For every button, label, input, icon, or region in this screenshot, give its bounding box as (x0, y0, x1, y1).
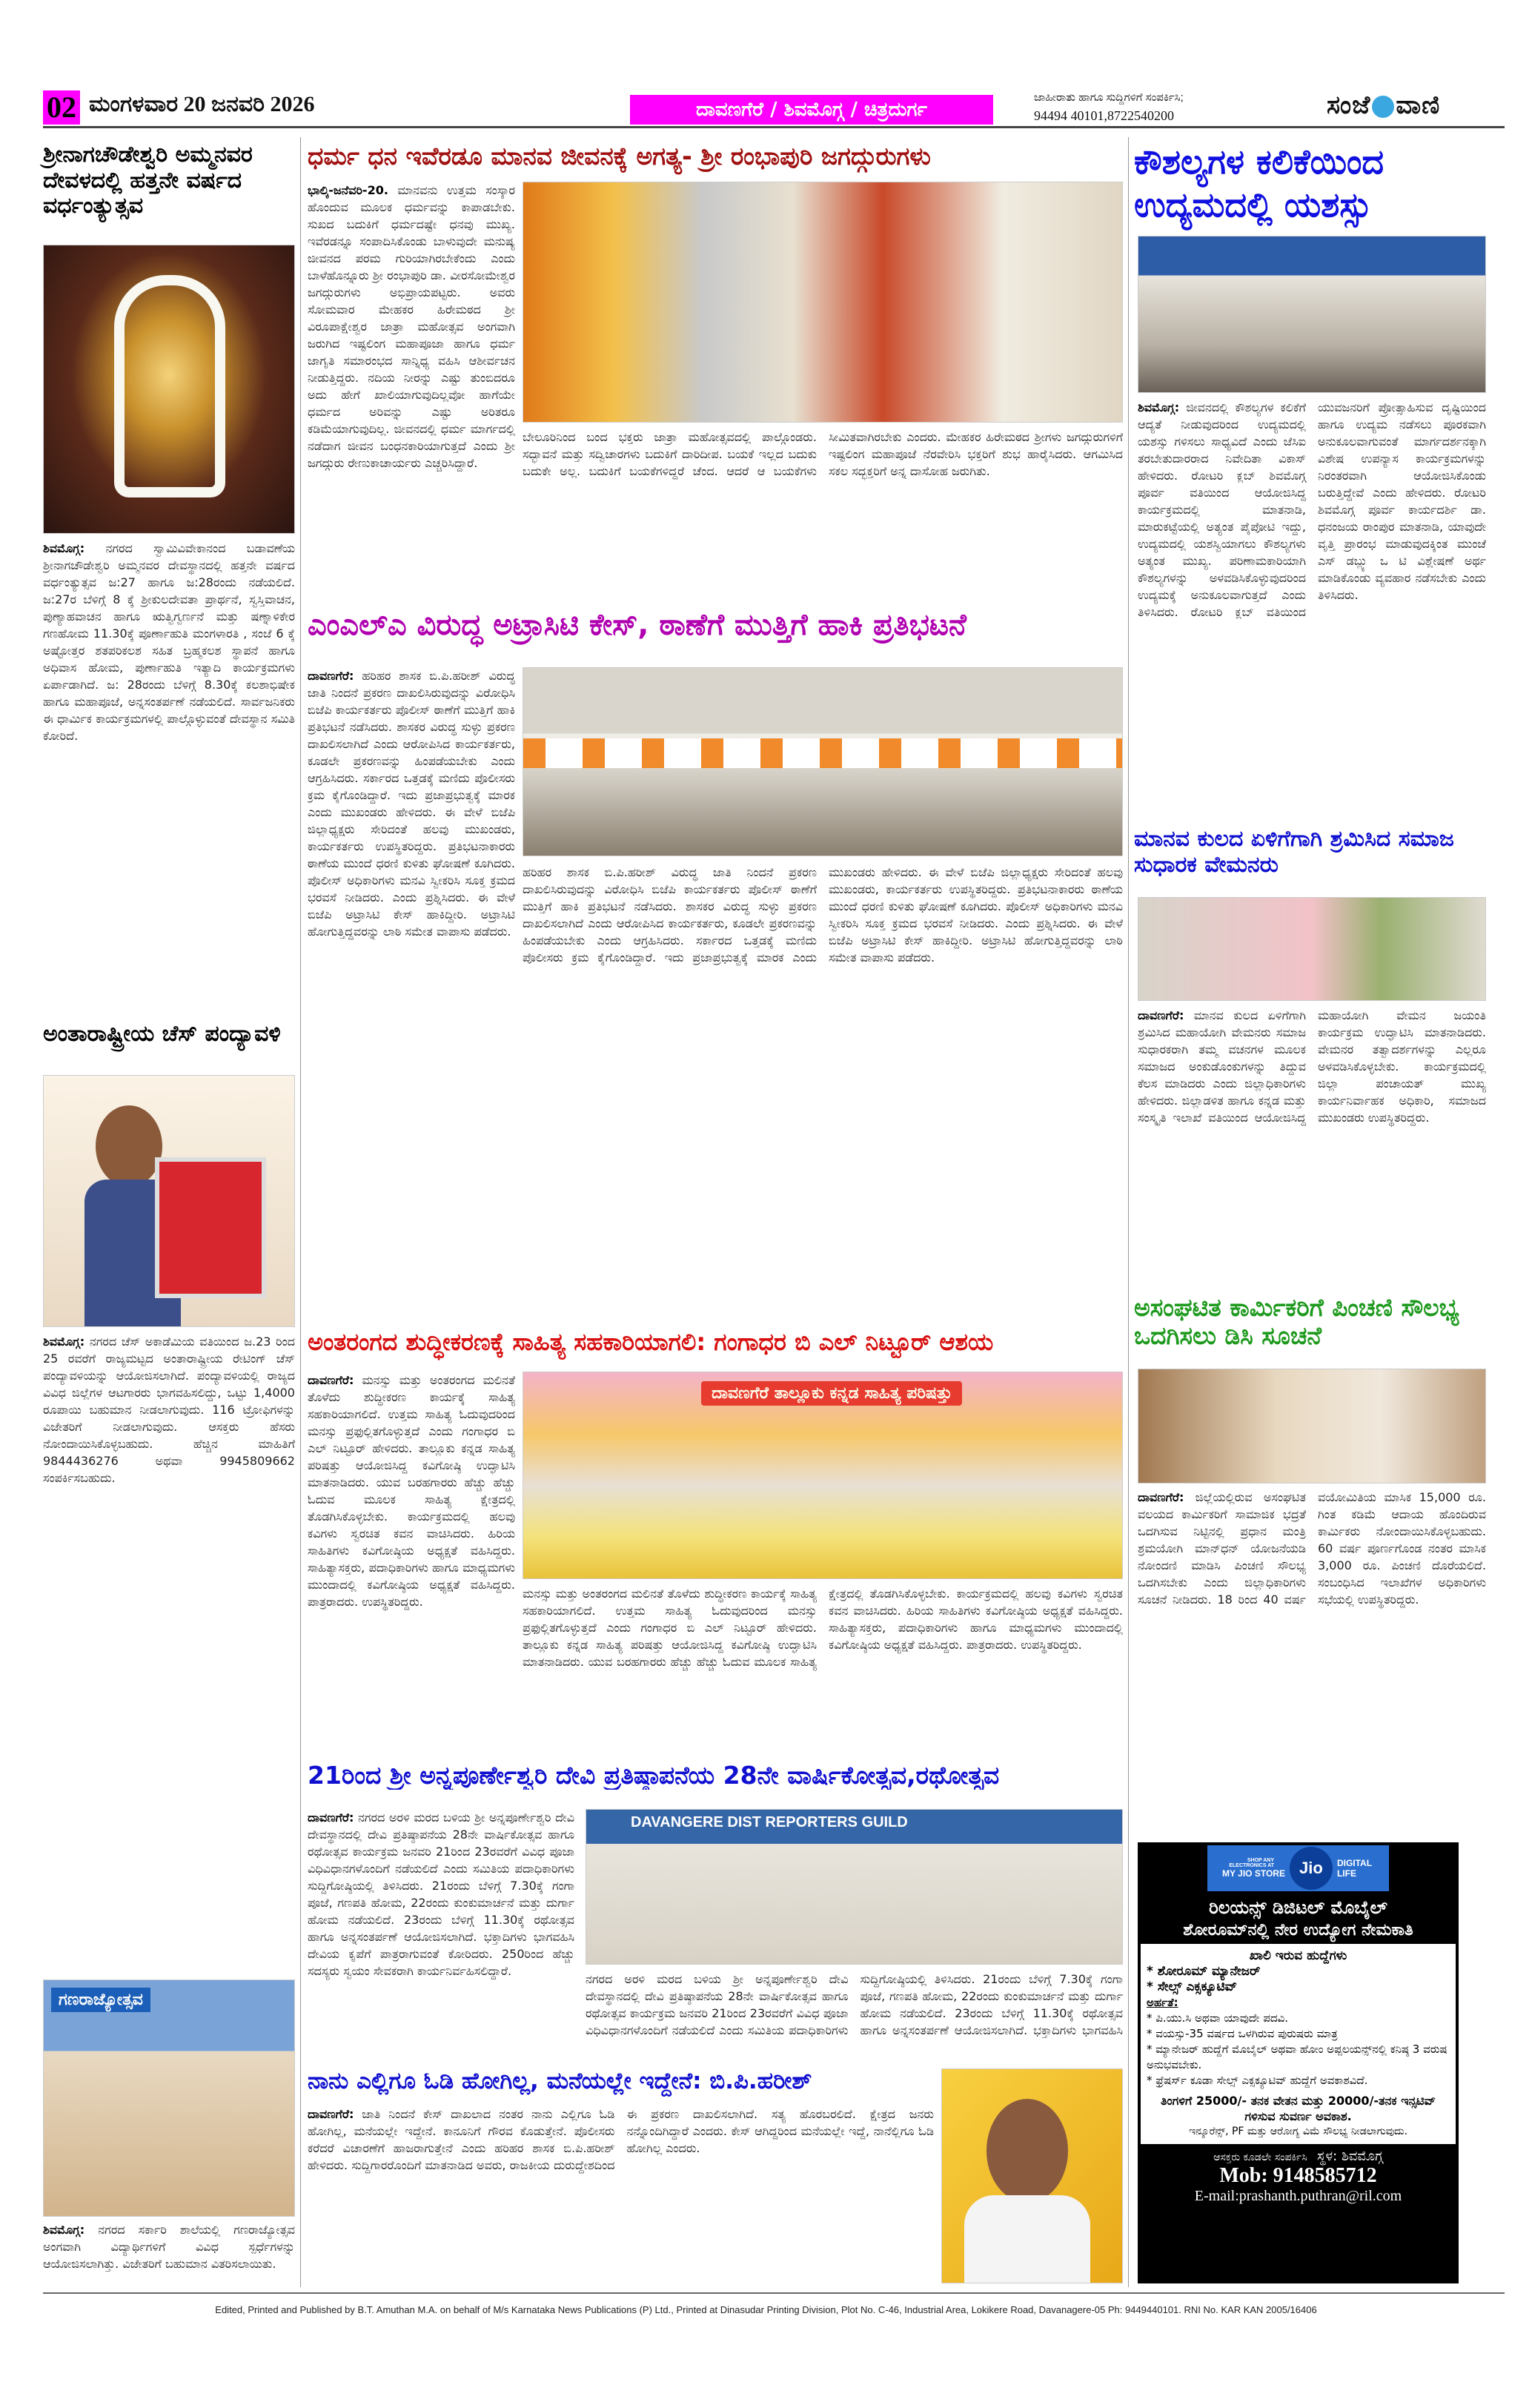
article-body (308, 2106, 934, 2287)
ad-mobile: Mob: 9148585712 (1219, 2164, 1377, 2187)
jio-tag-text: DIGITAL LIFE (1336, 1858, 1372, 1879)
banner-text: ಗಣರಾಜ್ಯೋತ್ಸವ (51, 1988, 150, 2012)
contact-label: ಆಸಕ್ತರು ಕೂಡಲೇ ಸಂಪರ್ಕಿಸಿ (1213, 2151, 1307, 2163)
article-body (43, 2221, 295, 2288)
dateline: ಶಿವಮೊಗ್ಗ: (43, 541, 85, 555)
vacancy-item: * ಶೋರೂಮ್ ಮ್ಯಾನೇಜರ್ (1147, 1964, 1261, 1979)
article-body (1138, 1489, 1486, 1833)
contact-phone: 94494 40101,8722540200 (1034, 108, 1174, 123)
ad-details-box (1141, 1944, 1456, 2144)
vacancy-item: * ಸೇಲ್ಸ್ ಎಕ್ಸಕ್ಯೂಟಿವ್ (1147, 1979, 1238, 1994)
salary-text: ತಿಂಗಳಿಗೆ 25000/- ತನಕ ವೇತನ ಮತ್ತು 20000/-ತನಕ ಇನ್ಸಟಿವ್ ಗಳಿಸುವ ಸುವರ್ಣ ಅವಕಾಶ. (1161, 2094, 1436, 2123)
article-headline: ಧರ್ಮ ಧನ ಇವೆರಡೂ ಮಾನವ ಜೀವನಕ್ಕೆ ಅಗತ್ಯ- ಶ್ರೀ ರಂಭಾಪುರಿ ಜಗದ್ಗುರುಗಳು (308, 142, 931, 171)
republic-day-photo (43, 1979, 295, 2217)
ad-place: ಸ್ಥಳ: ಶಿವಮೊಗ್ಗ (1317, 2149, 1383, 2164)
ad-subtitle: ಶೋರೂಮ್‌ನಲ್ಲಿ ನೇರ ಉದ್ಯೋಗ ನೇಮಕಾತಿ (1183, 1921, 1413, 1939)
contact-label: ಜಾಹೀರಾತು ಹಾಗೂ ಸುದ್ದಿಗಳಿಗೆ ಸಂಪರ್ಕಿಸಿ; (1034, 91, 1184, 104)
rotary-group-photo (1138, 236, 1486, 393)
article-headline: ನಾನು ಎಲ್ಲಿಗೂ ಓಡಿ ಹೋಗಿಲ್ಲ, ಮನೆಯಲ್ಲೇ ಇದ್ದೇನೆ: ಬಿ.ಪಿ.ಹರೀಶ್ (308, 2068, 812, 2094)
article-body-continued: ನಗರದ ಅರಳಿ ಮರದ ಬಳಿಯ ಶ್ರೀ ಅನ್ನಪೂರ್ಣೇಶ್ವರಿ ದೇವಿ ದೇವಸ್ಥಾನದಲ್ಲಿ ದೇವಿ ಪ್ರತಿಷ್ಠಾಪನೆಯ 28ನೇ ವಾರ್ಷಿಕೋತ್ಸವ ಹಾಗೂ ರಥೋತ್ಸವ ಕಾರ್ಯಕ್ರಮ ಜನವರಿ 21ರಿಂದ 23ರವರೆಗೆ ವಿವಿಧ ಪೂಜಾ ವಿಧಿವಿಧಾನಗಳೊಂದಿಗೆ ನಡೆಯಲಿದೆ ಎಂದು ಸಮಿತಿಯ ಪದಾಧಿಕಾರಿಗಳು ಸುದ್ದಿಗೋಷ್ಠಿಯಲ್ಲಿ ತಿಳಿಸಿದರು. 21ರಂದು ಬೆಳಿಗ್ಗೆ 7.30ಕ್ಕೆ ಗಂಗಾ ಪೂಜೆ, ಗಣಪತಿ ಹೋಮ, 22ರಂದು ಕುಂಕುಮಾರ್ಚನೆ ಮತ್ತು ದುರ್ಗಾ ಹೋಮ ನಡೆಯಲಿದೆ. 23ರಂದು ಬೆಳಿಗ್ಗೆ 11.30ಕ್ಕೆ ರಥೋತ್ಸವ ಹಾಗೂ ಅನ್ನಸಂತರ್ಪಣೆ ಆಯೋಜಿಸಲಾಗಿದೆ. ಭಕ್ತಾದಿಗಳು ಭಾಗವಹಿಸಿ (586, 1972, 1123, 2037)
article-body (1138, 1007, 1486, 1289)
imprint-line: Edited, Printed and Published by B.T. Amuthan M.A. on behalf of M/s Karnataka News Publications (P) Ltd., Printed at Dinasudar Printing Division, Plot No. C-46, Industrial Area, Lokikere Road, Davanagere-05 Ph: 9449440101. RNI No. KAR KAN 2005/16406 (215, 2304, 1317, 2315)
dateline: ದಾವಣಗೆರೆ: (1138, 1490, 1184, 1504)
body-text: ಜೀವನದಲ್ಲಿ ಕೌಶಲ್ಯಗಳ ಕಲಿಕೆಗೆ ಆದ್ಯತೆ ನೀಡುವುದರಿಂದ ಉದ್ಯಮದಲ್ಲಿ ಯಶಸ್ಸು ಗಳಿಸಲು ಸಾಧ್ಯವಿದೆ ಎಂದು ಜೆಸಿಐ ತರಬೇತುದಾರರಾದ ನಿವೇದಿತಾ ವಿಕಾಸ್ ಹೇಳಿದರು. ರೋಟರಿ ಕ್ಲಬ್ ಶಿವಮೊಗ್ಗ ಪೂರ್ವ ವತಿಯಿಂದ ಆಯೋಜಿಸಿದ್ದ ಕಾರ್ಯಕ್ರಮದಲ್ಲಿ ಮಾತನಾಡಿ, ಮಾರುಕಟ್ಟೆಯಲ್ಲಿ ಅತ್ಯಂತ ಪೈಪೋಟಿ ಇದ್ದು, ಉದ್ಯಮದಲ್ಲಿ ಯಶಸ್ವಿಯಾಗಲು ಕೌಶಲ್ಯಗಳು ಅತ್ಯಂತ ಮುಖ್ಯ. ಪರಿಣಾಮಕಾರಿಯಾಗಿ ಕೌಶಲ್ಯಗಳನ್ನು ಅಳವಡಿಸಿಕೊಳ್ಳುವುದರಿಂದ ಉದ್ಯಮಕ್ಕೆ ಅನುಕೂಲವಾಗುತ್ತದೆ ಎಂದು ತಿಳಿಸಿದರು. ರೋಟರಿ ಕ್ಲಬ್ ವತಿಯಿಂದ ಯುವಜನರಿಗೆ ಪ್ರೋತ್ಸಾಹಿಸುವ ದೃಷ್ಟಿಯಿಂದ ಹಾಗೂ ಉದ್ಯಮ ನಡೆಸಲು ಪೂರಕವಾಗಿ ಅನುಕೂಲವಾಗುವಂತೆ ಮಾರ್ಗದರ್ಶನಕ್ಕಾಗಿ ವಿಶೇಷ ಉಪನ್ಯಾಸ ಕಾರ್ಯಕ್ರಮಗಳನ್ನು ನಿರಂತರವಾಗಿ ಆಯೋಜಿಸಿಕೊಂಡು ಬರುತ್ತಿದ್ದೇವೆ ಎಂದು ಹೇಳಿದರು. ರೋಟರಿ ಶಿವಮೊಗ್ಗ ಪೂರ್ವ ಕಾರ್ಯದರ್ಶಿ ಡಾ. ಧನಂಜಯ ರಾಂಪುರ ಮಾತನಾಡಿ, ಯಾವುದೇ ವೃತ್ತಿ ಪ್ರಾರಂಭ ಮಾಡುವುದಕ್ಕಿಂತ ಮುಂಚೆ ಎಸ್ ಡಬ್ಲ್ಯು ಒ ಟಿ ವಿಶ್ಲೇಷಣೆ ಅರ್ಥ ಮಾಡಿಕೊಂಡು ವ್ಯವಹಾರ ನಡೆಸಬೇಕು ಎಂದು ತಿಳಿಸಿದರು. (1138, 400, 1486, 619)
dateline: ದಾವಣಗೆರೆ: (1138, 1008, 1184, 1022)
article-body (43, 1333, 295, 1971)
article-headline: ಶ್ರೀನಾಗಚೌಡೇಶ್ವರಿ ಅಮ್ಮನವರ ದೇವಳದಲ್ಲಿ ಹತ್ತನೇ ವರ್ಷದ ವರ್ಧಂತ್ಯುತ್ಸವ (43, 142, 253, 219)
qualification-item: * ಮ್ಯಾನೇಜರ್ ಹುದ್ದೆಗೆ ಮೊಬೈಲ್ ಅಥವಾ ಹೋಂ ಅಪ್ಪಲಯನ್ಸ್‌ನಲ್ಲಿ ಕನಿಷ್ಠ 3 ವರುಷ ಅನುಭವಬೇಕು. (1147, 2042, 1448, 2071)
article-headline: ಅಂತರಂಗದ ಶುದ್ಧೀಕರಣಕ್ಕೆ ಸಾಹಿತ್ಯ ಸಹಕಾರಿಯಾಗಲಿ: ಗಂಗಾಧರ ಬಿ ಎಲ್ ನಿಟ್ಟೂರ್ ಆಶಯ (308, 1328, 994, 1356)
vacancies-title: ಖಾಲಿ ಇರುವ ಹುದ್ದೆಗಳು (1249, 1948, 1347, 1963)
article-headline: ಮಾನವ ಕುಲದ ಏಳಿಗೆಗಾಗಿ ಶ್ರಮಿಸಿದ ಸಮಾಜ ಸುಧಾರಕ ವೇಮನರು (1134, 826, 1454, 878)
dateline: ಭಾಲ್ಕಿ-ಜನೆವರಿ-20. (308, 183, 388, 197)
dc-meeting-photo (1138, 1369, 1486, 1484)
article-headline: ಕೌಶಲ್ಯಗಳ ಕಲಿಕೆಯಿಂದ ಉದ್ಯಮದಲ್ಲಿ ಯಶಸ್ಸು (1134, 142, 1385, 225)
body-text: ನಗರದ ಸ್ವಾಮಿವಿವೇಕಾನಂದ ಬಡಾವಣೆಯ ಶ್ರೀನಾಗಚೌಡೇಶ್ವರಿ ಅಮ್ಮನವರ ದೇವಸ್ಥಾನದಲ್ಲಿ ಹತ್ತನೇ ವರ್ಷದ ವರ್ಧಂತ್ಯುತ್ಸವ ಜ:27 ಹಾಗೂ ಜ:28ರಂದು ನಡೆಯಲಿದೆ. ಜ:27ರ ಬೆಳಿಗ್ಗೆ 8 ಕ್ಕೆ ಶ್ರೀಕುಲದೇವತಾ ಪ್ರಾರ್ಥನೆ, ಸ್ವಸ್ತಿವಾಚನ, ಪುಣ್ಯಾಹವಾಚನ ಹಾಗೂ ಋತ್ವಿಗ್ವರ್ಣನೆ ಮತ್ತು ಷಣ್ನಾಳಿಕೇರ ಗಣಹೋಮ 11.30ಕ್ಕೆ ಪೂರ್ಣಾಹುತಿ ಮಂಗಳಾರತಿ , ಸಂಜೆ 6 ಕ್ಕೆ ಅಷ್ಟೋತ್ತರ ಶತಪರಿಕಲಶ ಸಹಿತ ಬ್ರಹ್ಮಕಲಶ ಸ್ಥಾಪನೆ ಹಾಗೂ ಅಧಿವಾಸ ಹೋಮ, ಪುರ್ಣಾಹುತಿ ಇತ್ಯಾದಿ ಕಾರ್ಯಕ್ರಮಗಳು ಏರ್ಪಾಡಾಗಿದೆ. ಜ: 28ರಂದು ಬೆಳಿಗ್ಗೆ 8.30ಕ್ಕೆ ಕಲಶಾಭಿಷೇಕ ಹಾಗೂ ಮಹಾಪೂಜೆ, ಅನ್ನಸಂತರ್ಪಣೆ ನಡೆಯಲಿದೆ. ಸಾರ್ವಜನಿಕರು ಈ ಧಾರ್ಮಿಕ ಕಾರ್ಯಕ್ರಮಗಳಲ್ಲಿ ಪಾಲ್ಗೊಳ್ಳುವಂತೆ ದೇವಸ್ಥಾನ ಸಮಿತಿ ಕೋರಿದೆ. (43, 541, 295, 743)
jio-logo-icon: Jio (1290, 1847, 1333, 1890)
dateline: ಶಿವಮೊಗ್ಗ: (43, 2223, 85, 2237)
article-body-continued: ಮನಸ್ಸು ಮತ್ತು ಅಂತರಂಗದ ಮಲಿನತೆ ತೊಳೆದು ಶುದ್ಧೀಕರಣ ಕಾರ್ಯಕ್ಕೆ ಸಾಹಿತ್ಯ ಸಹಕಾರಿಯಾಗಲಿದೆ. ಉತ್ತಮ ಸಾಹಿತ್ಯ ಓದುವುದರಿಂದ ಮನಸ್ಸು ಪ್ರಫುಲ್ಲಿತಗೊಳ್ಳುತ್ತದೆ ಎಂದು ಗಂಗಾಧರ ಬಿ ಎಲ್ ನಿಟ್ಟೂರ್ ಹೇಳಿದರು. ತಾಲ್ಲೂಕು ಕನ್ನಡ ಸಾಹಿತ್ಯ ಪರಿಷತ್ತು ಆಯೋಜಿಸಿದ್ದ ಕವಿಗೋಷ್ಠಿ ಉದ್ಘಾಟಿಸಿ ಮಾತನಾಡಿದರು. ಯುವ ಬರಹಗಾರರು ಹೆಚ್ಚು ಹೆಚ್ಚು ಓದುವ ಮೂಲಕ ಸಾಹಿತ್ಯ ಕ್ಷೇತ್ರದಲ್ಲಿ ತೊಡಗಿಸಿಕೊಳ್ಳಬೇಕು. ಕಾರ್ಯಕ್ರಮದಲ್ಲಿ ಹಲವು ಕವಿಗಳು ಸ್ವರಚಿತ ಕವನ ವಾಚಿಸಿದರು. ಹಿರಿಯ ಸಾಹಿತಿಗಳು ಕವಿಗೋಷ್ಠಿಯ ಅಧ್ಯಕ್ಷತೆ ವಹಿಸಿದ್ದರು. ಸಾಹಿತ್ಯಾಸಕ್ತರು, ಪದಾಧಿಕಾರಿಗಳು ಹಾಗೂ ಮಾಧ್ಯಮಗಳು ಮುಂದಾದಲ್ಲಿ ಕವಿಗೋಷ್ಠಿಯ ಅಧ್ಯಕ್ಷತೆ ವಹಿಸಿದ್ದರು. ಪಾತ್ರರಾದರು. ಉಪಸ್ಥಿತರಿದ್ದರು. (523, 1587, 1123, 1669)
body-text: ಜಾತಿ ನಿಂದನೆ ಕೇಸ್ ದಾಖಲಾದ ನಂತರ ನಾನು ಎಲ್ಲಿಗೂ ಓಡಿ ಹೋಗಿಲ್ಲ, ಮನೆಯಲ್ಲೇ ಇದ್ದೇನೆ. ಕಾನೂನಿಗೆ ಗೌರವ ಕೊಡುತ್ತೇನೆ. ಪೊಲೀಸರು ಕರೆದರೆ ವಿಚಾರಣೆಗೆ ಹಾಜರಾಗುತ್ತೇನೆ ಎಂದು ಹರಿಹರ ಶಾಸಕ ಬಿ.ಪಿ.ಹರೀಶ್ ಹೇಳಿದರು. ಸುದ್ದಿಗಾರರೊಂದಿಗೆ ಮಾತನಾಡಿದ ಅವರು, ರಾಜಕೀಯ ದುರುದ್ದೇಶದಿಂದ ಈ ಪ್ರಕರಣ ದಾಖಲಿಸಲಾಗಿದೆ. ಸತ್ಯ ಹೊರಬರಲಿದೆ. ಕ್ಷೇತ್ರದ ಜನರು ನನ್ನೊಂದಿಗಿದ್ದಾರೆ ಎಂದರು. ಕೇಸ್ ಆಗಿದ್ದರಿಂದ ಮನೆಯಲ್ಲೇ ಇದ್ದೆ, ನಾನೆಲ್ಲಿಗೂ ಓಡಿ ಹೋಗಿಲ್ಲ ಎಂದರು. (308, 2107, 934, 2172)
qualification-item: * ಪಿ.ಯು.ಸಿ ಅಥವಾ ಯಾವುದೇ ಪದವಿ. (1147, 2011, 1288, 2025)
body-text: ಮಾನವ ಕುಲದ ಏಳಿಗೆಗಾಗಿ ಶ್ರಮಿಸಿದ ಮಹಾಯೋಗಿ ವೇಮನರು ಸಮಾಜ ಸುಧಾರಕರಾಗಿ ತಮ್ಮ ವಚನಗಳ ಮೂಲಕ ಸಮಾಜದ ಅಂಕುಡೊಂಕುಗಳನ್ನು ತಿದ್ದುವ ಕೆಲಸ ಮಾಡಿದರು ಎಂದು ಜಿಲ್ಲಾಧಿಕಾರಿಗಳು ಹೇಳಿದರು. ಜಿಲ್ಲಾಡಳಿತ ಹಾಗೂ ಕನ್ನಡ ಮತ್ತು ಸಂಸ್ಕೃತಿ ಇಲಾಖೆ ವತಿಯಿಂದ ಆಯೋಜಿಸಿದ್ದ ಮಹಾಯೋಗಿ ವೇಮನ ಜಯಂತಿ ಕಾರ್ಯಕ್ರಮ ಉದ್ಘಾಟಿಸಿ ಮಾತನಾಡಿದರು. ವೇಮನರ ತತ್ವಾದರ್ಶಗಳನ್ನು ಎಲ್ಲರೂ ಅಳವಡಿಸಿಕೊಳ್ಳಬೇಕು. ಕಾರ್ಯಕ್ರಮದಲ್ಲಿ ಜಿಲ್ಲಾ ಪಂಚಾಯತ್ ಮುಖ್ಯ ಕಾರ್ಯನಿರ್ವಾಹಕ ಅಧಿಕಾರಿ, ಸಮಾಜದ ಮುಖಂಡರು ಉಪಸ್ಥಿತರಿದ್ದರು. (1138, 1008, 1486, 1125)
jio-store-text: MY JIO STORE (1222, 1868, 1285, 1879)
article-headline: ಎಂಎಲ್‌ಎ ವಿರುದ್ಧ ಅಟ್ರಾಸಿಟಿ ಕೇಸ್, ಠಾಣೆಗೆ ಮುತ್ತಿಗೆ ಹಾಕಿ ಪ್ರತಿಭಟನೆ (308, 608, 966, 642)
body-text: ನಗರದ ಚೆಸ್ ಅಕಾಡೆಮಿಯ ವತಿಯಿಂದ ಜ.23 ರಿಂದ 25 ರವರೆಗೆ ರಾಜ್ಯಮಟ್ಟದ ಅಂತಾರಾಷ್ಟ್ರೀಯ ರೇಟಿಂಗ್ ಚೆಸ್ ಪಂದ್ಯಾವಳಿಯನ್ನು ಆಯೋಜಿಸಲಾಗಿದೆ. ಪಂದ್ಯಾವಳಿಯಲ್ಲಿ ರಾಜ್ಯದ ವಿವಿಧ ಜಿಲ್ಲೆಗಳ ಆಟಗಾರರು ಭಾಗವಹಿಸಲಿದ್ದು, ಒಟ್ಟು 1,4000 ರೂಪಾಯಿ ಬಹುಮಾನ ನೀಡಲಾಗುವುದು. 116 ಟ್ರೋಫಿಗಳನ್ನು ವಿಜೇತರಿಗೆ ನೀಡಲಾಗುವುದು. ಆಸಕ್ತರು ಹೆಸರು ನೋಂದಾಯಿಸಿಕೊಳ್ಳಬಹುದು. ಹೆಚ್ಚಿನ ಮಾಹಿತಿಗೆ 9844436276 ಅಥವಾ 9945809662 ಸಂಪರ್ಕಿಸಬಹುದು. (43, 1334, 295, 1485)
jio-small-text: SHOP ANY ELECTRONICS AT (1229, 1857, 1275, 1869)
article-body (308, 182, 515, 582)
article-headline: ಅಸಂಘಟಿತ ಕಾರ್ಮಿಕರಿಗೆ ಪಿಂಚಣಿ ಸೌಲಭ್ಯ ಒದಗಿಸಲು ಡಿಸಿ ಸೂಚನೆ (1134, 1293, 1459, 1350)
logo-right: ವಾಣಿ (1396, 90, 1441, 120)
ad-email: E-mail:prashanth.puthran@ril.com (1194, 2188, 1402, 2204)
article-body-continued: ಹರಿಹರ ಶಾಸಕ ಬಿ.ಪಿ.ಹರೀಶ್ ವಿರುದ್ಧ ಜಾತಿ ನಿಂದನೆ ಪ್ರಕರಣ ದಾಖಲಿಸಿರುವುದನ್ನು ವಿರೋಧಿಸಿ ಬಿಜೆಪಿ ಕಾರ್ಯಕರ್ತರು ಪೊಲೀಸ್ ಠಾಣೆಗೆ ಮುತ್ತಿಗೆ ಹಾಕಿ ಪ್ರತಿಭಟನೆ ನಡೆಸಿದರು. ಶಾಸಕರ ವಿರುದ್ಧ ಸುಳ್ಳು ಪ್ರಕರಣ ದಾಖಲಿಸಲಾಗಿದೆ ಎಂದು ಆರೋಪಿಸಿದ ಕಾರ್ಯಕರ್ತರು, ಕೂಡಲೇ ಪ್ರಕರಣವನ್ನು ಹಿಂಪಡೆಯಬೇಕು ಎಂದು ಆಗ್ರಹಿಸಿದರು. ಸರ್ಕಾರದ ಒತ್ತಡಕ್ಕೆ ಮಣಿದು ಪೊಲೀಸರು ಕ್ರಮ ಕೈಗೊಂಡಿದ್ದಾರೆ. ಇದು ಪ್ರಜಾಪ್ರಭುತ್ವಕ್ಕೆ ಮಾರಕ ಎಂದು ಮುಖಂಡರು ಹೇಳಿದರು. ಈ ವೇಳೆ ಬಿಜೆಪಿ ಜಿಲ್ಲಾಧ್ಯಕ್ಷರು ಸೇರಿದಂತೆ ಹಲವು ಮುಖಂಡರು, ಕಾರ್ಯಕರ್ತರು ಉಪಸ್ಥಿತರಿದ್ದರು. ಪ್ರತಿಭಟನಾಕಾರರು ಠಾಣೆಯ ಮುಂದೆ ಧರಣಿ ಕುಳಿತು ಘೋಷಣೆ ಕೂಗಿದರು. ಪೊಲೀಸ್ ಅಧಿಕಾರಿಗಳು ಮನವಿ ಸ್ವೀಕರಿಸಿ ಸೂಕ್ತ ಕ್ರಮದ ಭರವಸೆ ನೀಡಿದರು. ಎಂದು ಪ್ರಶ್ನಿಸಿದರು. ಈ ವೇಳೆ ಬಿಜೆಪಿ ಅಟ್ರಾಸಿಟಿ ಕೇಸ್ ಹಾಕಿದ್ದೀರಿ. ಅಟ್ರಾಸಿಟಿ ಹೋಗುತ್ತಿದ್ದವರನ್ನು ಲಾಠಿ ಸಮೇತ ವಾಪಾಸು ಪಡೆದರು. (523, 865, 1123, 965)
banner-text: ದಾವಣಗೆರೆ ತಾಲ್ಲೂಕು ಕನ್ನಡ ಸಾಹಿತ್ಯ ಪರಿಷತ್ತು (701, 1381, 962, 1406)
column-divider (1128, 137, 1129, 2287)
sahitya-event-photo (523, 1372, 1123, 1579)
temple-goddess-photo (43, 245, 295, 534)
jio-recruitment-ad (1138, 1842, 1459, 2283)
press-meet-photo (586, 1809, 1123, 1965)
dateline: ದಾವಣಗೆರೆ: (308, 1810, 354, 1825)
issue-date: ಮಂಗಳವಾರ 20 ಜನವರಿ 2026 (89, 92, 315, 116)
dateline: ದಾವಣಗೆರೆ: (308, 2107, 354, 2121)
article-body (43, 540, 295, 999)
body-text: ಹರಿಹರ ಶಾಸಕ ಬಿ.ಪಿ.ಹರೀಶ್ ವಿರುದ್ಧ ಜಾತಿ ನಿಂದನೆ ಪ್ರಕರಣ ದಾಖಲಿಸಿರುವುದನ್ನು ವಿರೋಧಿಸಿ ಬಿಜೆಪಿ ಕಾರ್ಯಕರ್ತರು ಪೊಲೀಸ್ ಠಾಣೆಗೆ ಮುತ್ತಿಗೆ ಹಾಕಿ ಪ್ರತಿಭಟನೆ ನಡೆಸಿದರು. ಶಾಸಕರ ವಿರುದ್ಧ ಸುಳ್ಳು ಪ್ರಕರಣ ದಾಖಲಿಸಲಾಗಿದೆ ಎಂದು ಆರೋಪಿಸಿದ ಕಾರ್ಯಕರ್ತರು, ಕೂಡಲೇ ಪ್ರಕರಣವನ್ನು ಹಿಂಪಡೆಯಬೇಕು ಎಂದು ಆಗ್ರಹಿಸಿದರು. ಸರ್ಕಾರದ ಒತ್ತಡಕ್ಕೆ ಮಣಿದು ಪೊಲೀಸರು ಕ್ರಮ ಕೈಗೊಂಡಿದ್ದಾರೆ. ಇದು ಪ್ರಜಾಪ್ರಭುತ್ವಕ್ಕೆ ಮಾರಕ ಎಂದು ಮುಖಂಡರು ಹೇಳಿದರು. ಈ ವೇಳೆ ಬಿಜೆಪಿ ಜಿಲ್ಲಾಧ್ಯಕ್ಷರು ಸೇರಿದಂತೆ ಹಲವು ಮುಖಂಡರು, ಕಾರ್ಯಕರ್ತರು ಉಪಸ್ಥಿತರಿದ್ದರು. ಪ್ರತಿಭಟನಾಕಾರರು ಠಾಣೆಯ ಮುಂದೆ ಧರಣಿ ಕುಳಿತು ಘೋಷಣೆ ಕೂಗಿದರು. ಪೊಲೀಸ್ ಅಧಿಕಾರಿಗಳು ಮನವಿ ಸ್ವೀಕರಿಸಿ ಸೂಕ್ತ ಕ್ರಮದ ಭರವಸೆ ನೀಡಿದರು. ಎಂದು ಪ್ರಶ್ನಿಸಿದರು. ಈ ವೇಳೆ ಬಿಜೆಪಿ ಅಟ್ರಾಸಿಟಿ ಕೇಸ್ ಹಾಕಿದ್ದೀರಿ. ಅಟ್ರಾಸಿಟಿ ಹೋಗುತ್ತಿದ್ದವರನ್ನು ಲಾಠಿ ಸಮೇತ ವಾಪಾಸು ಪಡೆದರು. (308, 669, 515, 939)
ad-title: ರಿಲಯನ್ಸ್ ಡಿಜಿಟಲ್ ಮೊಬೈಲ್ (1209, 1897, 1387, 1918)
article-headline: 21ರಿಂದ ಶ್ರೀ ಅನ್ನಪೂರ್ಣೇಶ್ವರಿ ದೇವಿ ಪ್ರತಿಷ್ಠಾಪನೆಯ 28ನೇ ವಾರ್ಷಿಕೋತ್ಸವ,ರಥೋತ್ಸವ (308, 1762, 1000, 1790)
body-text: ಮಾನವನು ಉತ್ತಮ ಸಂಸ್ಕಾರ ಹೊಂದುವ ಮೂಲಕ ಧರ್ಮವನ್ನು ಕಾಪಾಡಬೇಕು. ಸುಖದ ಬದುಕಿಗೆ ಧರ್ಮದಷ್ಟೇ ಧನವು ಮುಖ್ಯ. ಇವೆರಡನ್ನೂ ಸಂಪಾದಿಸಿಕೊಂಡು ಬಾಳುವುದೇ ಮನುಷ್ಯ ಜೀವನದ ಪರಮ ಗುರಿಯಾಗಿರಬೇಕೆಂದು ಎಂದು ಬಾಳೆಹೊನ್ನೂರು ಶ್ರೀ ರಂಭಾಪುರಿ ಡಾ. ವೀರಸೋಮೇಶ್ವರ ಜಗದ್ಗುರುಗಳು ಅಭಿಪ್ರಾಯಪಟ್ಟರು. ಅವರು ಸೋಮವಾರ ಮೇಹಕರ ಹಿರೇಮಠದ ಶ್ರೀ ವಿರೂಪಾಕ್ಷೇಶ್ವರ ಜಾತ್ರಾ ಮಹೋತ್ಸವ ಅಂಗವಾಗಿ ಜರುಗಿದ ಇಷ್ಟಲಿಂಗ ಮಹಾಪೂಜಾ ಹಾಗೂ ಧರ್ಮ ಜಾಗೃತಿ ಸಮಾರಂಭದ ಸಾನ್ನಿಧ್ಯ ವಹಿಸಿ ಆಶೀರ್ವಚನ ನೀಡುತ್ತಿದ್ದರು. ನದಿಯ ನೀರನ್ನು ಎಷ್ಟು ತುಂಬಿದರೂ ಅದು ಹೇಗೆ ಖಾಲಿಯಾಗುವುದಿಲ್ಲವೋ ಹಾಗೆಯೇ ಧರ್ಮದ ಅರಿವನ್ನು ಎಷ್ಟು ಅರಿತರೂ ಕಡಿಮೆಯಾಗುವುದಿಲ್ಲ. ಜೀವನದಲ್ಲಿ ಧರ್ಮ ಮಾರ್ಗದಲ್ಲಿ ನಡೆದಾಗ ಜೀವನ ಬಂಧನಕಾರಿಯಾಗುತ್ತದೆ ಎಂದು ಶ್ರೀ ಜಗದ್ಗುರು ರೇಣುಕಾಚಾರ್ಯರು ಎಚ್ಚರಿಸಿದ್ದಾರೆ. (308, 183, 515, 470)
qualification-item: * ಫ್ರೆಷರ್ಸ್ ಕೂಡಾ ಸೇಲ್ಸ್ ಎಕ್ಸಕ್ಯೂಟಿವ್ ಹುದ್ದೆಗೆ ಅವಕಾಶವಿದೆ. (1147, 2074, 1368, 2087)
article-body (308, 1809, 574, 2054)
swamiji-ceremony-photo (523, 182, 1123, 423)
article-body-continued: ಬೇಲೂರಿನಿಂದ ಬಂದ ಭಕ್ತರು ಜಾತ್ರಾ ಮಹೋತ್ಸವದಲ್ಲಿ ಪಾಲ್ಗೊಂಡರು. ಸದ್ಭಾವನೆ ಮತ್ತು ಸದ್ವಿಚಾರಗಳು ಬದುಕಿಗೆ ದಾರಿದೀಪ. ಬಯಕೆ ಇಲ್ಲದ ಬದುಕು ಬದುಕೇ ಅಲ್ಲ. ಬದುಕಿಗೆ ಬಯಕೆಗಳಿದ್ದರೆ ಚೆಂದ. ಆದರೆ ಆ ಬಯಕೆಗಳು ಸೀಮಿತವಾಗಿರಬೇಕು ಎಂದರು. ಮೇಹಕರ ಹಿರೇಮಠದ ಶ್ರೀಗಳು ಜಗದ್ಗುರುಗಳಿಗೆ ಇಷ್ಟಲಿಂಗ ಮಹಾಪೂಜೆ ನೆರವೇರಿಸಿ ಭಕ್ತರಿಗೆ ಶುಭ ಹಾರೈಸಿದರು. ಆಗಮಿಸಿದ ಸಕಲ ಸದ್ಭಕ್ತರಿಗೆ ಅನ್ನ ದಾಸೋಹ ಜರುಗಿತು. (523, 430, 1123, 478)
ad-contact-row (1138, 2149, 1459, 2164)
newspaper-logo (1327, 90, 1440, 120)
article-body (308, 1372, 515, 1742)
mla-portrait-photo (941, 2068, 1123, 2283)
qualification-item: * ವಯಸ್ಸು-35 ವರ್ಷದ ಒಳಗಿರುವ ಪುರುಷರು ಮಾತ್ರ (1147, 2027, 1338, 2040)
body-text: ಮನಸ್ಸು ಮತ್ತು ಅಂತರಂಗದ ಮಲಿನತೆ ತೊಳೆದು ಶುದ್ಧೀಕರಣ ಕಾರ್ಯಕ್ಕೆ ಸಾಹಿತ್ಯ ಸಹಕಾರಿಯಾಗಲಿದೆ. ಉತ್ತಮ ಸಾಹಿತ್ಯ ಓದುವುದರಿಂದ ಮನಸ್ಸು ಪ್ರಫುಲ್ಲಿತಗೊಳ್ಳುತ್ತದೆ ಎಂದು ಗಂಗಾಧರ ಬಿ ಎಲ್ ನಿಟ್ಟೂರ್ ಹೇಳಿದರು. ತಾಲ್ಲೂಕು ಕನ್ನಡ ಸಾಹಿತ್ಯ ಪರಿಷತ್ತು ಆಯೋಜಿಸಿದ್ದ ಕವಿಗೋಷ್ಠಿ ಉದ್ಘಾಟಿಸಿ ಮಾತನಾಡಿದರು. ಯುವ ಬರಹಗಾರರು ಹೆಚ್ಚು ಹೆಚ್ಚು ಓದುವ ಮೂಲಕ ಸಾಹಿತ್ಯ ಕ್ಷೇತ್ರದಲ್ಲಿ ತೊಡಗಿಸಿಕೊಳ್ಳಬೇಕು. ಕಾರ್ಯಕ್ರಮದಲ್ಲಿ ಹಲವು ಕವಿಗಳು ಸ್ವರಚಿತ ಕವನ ವಾಚಿಸಿದರು. ಹಿರಿಯ ಸಾಹಿತಿಗಳು ಕವಿಗೋಷ್ಠಿಯ ಅಧ್ಯಕ್ಷತೆ ವಹಿಸಿದ್ದರು. ಸಾಹಿತ್ಯಾಸಕ್ತರು, ಪದಾಧಿಕಾರಿಗಳು ಹಾಗೂ ಮಾಧ್ಯಮಗಳು ಮುಂದಾದಲ್ಲಿ ಕವಿಗೋಷ್ಠಿಯ ಅಧ್ಯಕ್ಷತೆ ವಹಿಸಿದ್ದರು. ಪಾತ್ರರಾದರು. ಉಪಸ್ಥಿತರಿದ್ದರು. (308, 1373, 515, 1609)
body-text: ನಗರದ ಸರ್ಕಾರಿ ಶಾಲೆಯಲ್ಲಿ ಗಣರಾಜ್ಯೋತ್ಸವ ಅಂಗವಾಗಿ ವಿದ್ಯಾರ್ಥಿಗಳಿಗೆ ವಿವಿಧ ಸ್ಪರ್ಧೆಗಳನ್ನು ಆಯೋಜಿಸಲಾಗಿತ್ತು. ವಿಜೇತರಿಗೆ ಬಹುಮಾನ ವಿತರಿಸಲಾಯಿತು. (43, 2223, 295, 2271)
header-contact (1034, 89, 1184, 125)
jio-logo-banner (1207, 1845, 1389, 1891)
article-body (308, 667, 515, 1305)
vemana-jayanti-photo (1138, 897, 1486, 1001)
benefits-text: ಇನ್ಶೂರೆನ್ಸ್, PF ಮತ್ತು ಆರೋಗ್ಯ ವಿಮೆ ಸೌಲಭ್ಯ ನೀಡಲಾಗುವುದು. (1188, 2126, 1408, 2137)
footer-rule (43, 2292, 1505, 2294)
body-text: ಜಿಲ್ಲೆಯಲ್ಲಿರುವ ಅಸಂಘಟಿತ ವಲಯದ ಕಾರ್ಮಿಕರಿಗೆ ಸಾಮಾಜಿಕ ಭದ್ರತೆ ಒದಗಿಸುವ ನಿಟ್ಟಿನಲ್ಲಿ ಪ್ರಧಾನ ಮಂತ್ರಿ ಶ್ರಮಯೋಗಿ ಮಾನ್‌ಧನ್ ಯೋಜನೆಯಡಿ ನೋಂದಣಿ ಮಾಡಿಸಿ ಪಿಂಚಣಿ ಸೌಲಭ್ಯ ಒದಗಿಸಬೇಕು ಎಂದು ಜಿಲ್ಲಾಧಿಕಾರಿಗಳು ಸೂಚನೆ ನೀಡಿದರು. 18 ರಿಂದ 40 ವರ್ಷ ವಯೋಮಿತಿಯ ಮಾಸಿಕ 15,000 ರೂ. ಗಿಂತ ಕಡಿಮೆ ಆದಾಯ ಹೊಂದಿರುವ ಕಾರ್ಮಿಕರು ನೋಂದಾಯಿಸಿಕೊಳ್ಳಬಹುದು. 60 ವರ್ಷ ಪೂರ್ಣಗೊಂಡ ನಂತರ ಮಾಸಿಕ 3,000 ರೂ. ಪಿಂಚಣಿ ದೊರೆಯಲಿದೆ. ಸಂಬಂಧಿಸಿದ ಇಲಾಖೆಗಳ ಅಧಿಕಾರಿಗಳು ಸಭೆಯಲ್ಲಿ ಉಪಸ್ಥಿತರಿದ್ದರು. (1138, 1490, 1486, 1607)
dateline: ದಾವಣಗೆರೆ: (308, 1373, 354, 1387)
dateline: ಶಿವಮೊಗ್ಗ: (1138, 400, 1180, 414)
article-body (1138, 399, 1486, 814)
article-headline: ಅಂತಾರಾಷ್ಟ್ರೀಯ ಚೆಸ್ ಪಂದ್ಯಾವಳಿ (43, 1021, 281, 1047)
chess-player-photo (43, 1075, 295, 1327)
column-divider (300, 137, 301, 2287)
dateline: ದಾವಣಗೆರೆ: (308, 669, 354, 683)
logo-globe-icon (1372, 96, 1394, 118)
banner-text: DAVANGERE DIST REPORTERS GUILD (631, 1814, 908, 1830)
edition-region: ದಾವಣಗೆರೆ / ಶಿವಮೊಗ್ಗ / ಚಿತ್ರದುರ್ಗ (630, 95, 993, 125)
qualification-title: ಅರ್ಹತೆ: (1147, 1996, 1178, 2009)
logo-left: ಸಂಜೆ (1327, 90, 1371, 120)
page-number: 02 (43, 90, 80, 125)
header-rule (43, 126, 1505, 128)
dateline: ಶಿವಮೊಗ್ಗ: (43, 1334, 85, 1349)
protest-photo (523, 667, 1123, 856)
body-text: ನಗರದ ಅರಳಿ ಮರದ ಬಳಿಯ ಶ್ರೀ ಅನ್ನಪೂರ್ಣೇಶ್ವರಿ ದೇವಿ ದೇವಸ್ಥಾನದಲ್ಲಿ ದೇವಿ ಪ್ರತಿಷ್ಠಾಪನೆಯ 28ನೇ ವಾರ್ಷಿಕೋತ್ಸವ ಹಾಗೂ ರಥೋತ್ಸವ ಕಾರ್ಯಕ್ರಮ ಜನವರಿ 21ರಿಂದ 23ರವರೆಗೆ ವಿವಿಧ ಪೂಜಾ ವಿಧಿವಿಧಾನಗಳೊಂದಿಗೆ ನಡೆಯಲಿದೆ ಎಂದು ಸಮಿತಿಯ ಪದಾಧಿಕಾರಿಗಳು ಸುದ್ದಿಗೋಷ್ಠಿಯಲ್ಲಿ ತಿಳಿಸಿದರು. 21ರಂದು ಬೆಳಿಗ್ಗೆ 7.30ಕ್ಕೆ ಗಂಗಾ ಪೂಜೆ, ಗಣಪತಿ ಹೋಮ, 22ರಂದು ಕುಂಕುಮಾರ್ಚನೆ ಮತ್ತು ದುರ್ಗಾ ಹೋಮ ನಡೆಯಲಿದೆ. 23ರಂದು ಬೆಳಿಗ್ಗೆ 11.30ಕ್ಕೆ ರಥೋತ್ಸವ ಹಾಗೂ ಅನ್ನಸಂತರ್ಪಣೆ ಆಯೋಜಿಸಲಾಗಿದೆ. ಭಕ್ತಾದಿಗಳು ಭಾಗವಹಿಸಿ ದೇವಿಯ ಕೃಪೆಗೆ ಪಾತ್ರರಾಗುವಂತೆ ಕೋರಿದರು. 250ರಿಂದ ಹೆಚ್ಚು ಸದಸ್ಯರು ಸ್ವಯಂ ಸೇವಕರಾಗಿ ಕಾರ್ಯನಿರ್ವಹಿಸಲಿದ್ದಾರೆ. (308, 1810, 574, 1978)
